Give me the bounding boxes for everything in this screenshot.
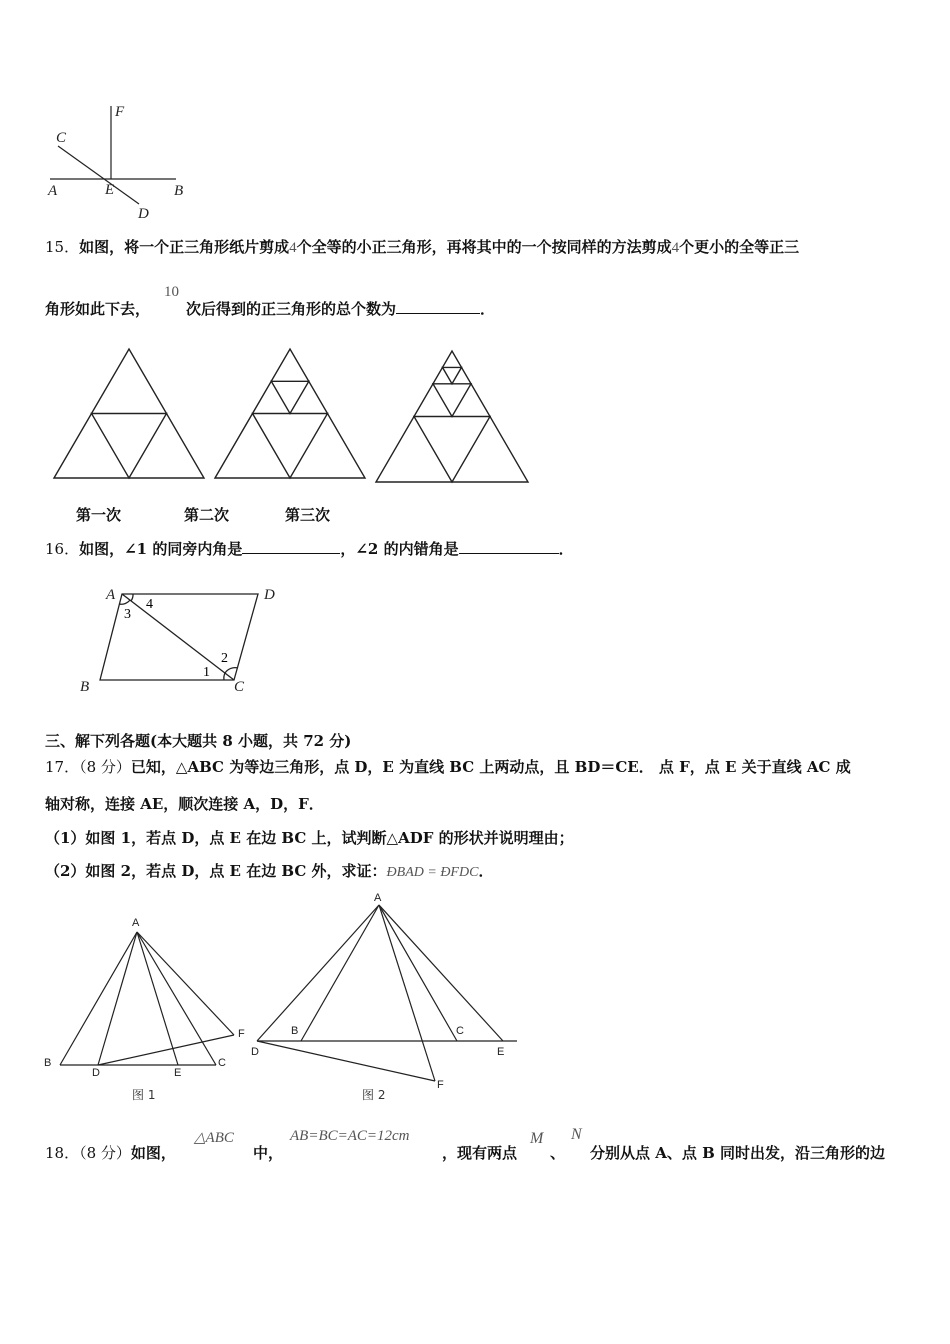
label-c: C bbox=[56, 130, 67, 146]
q15-line1 bbox=[45, 236, 799, 257]
q18-text-a: 如图， bbox=[130, 1144, 176, 1162]
q15-text-d: 角形如此下去， bbox=[45, 300, 151, 318]
label-a: A bbox=[106, 587, 116, 603]
q17-part2-text: （2）如图 2，若点 D，点 E 在边 BC 外，求证： bbox=[45, 862, 387, 880]
label-d: D bbox=[251, 1046, 259, 1058]
q18-equation: AB=BC=AC=12cm bbox=[290, 1128, 410, 1144]
label-a: A bbox=[48, 183, 58, 199]
label-d: D bbox=[92, 1067, 100, 1079]
segment-af bbox=[379, 905, 435, 1081]
q16-line bbox=[45, 538, 574, 559]
figure-2-caption: 图 2 bbox=[362, 1088, 386, 1102]
q18-point-n: N bbox=[571, 1126, 582, 1143]
diagonal-ac bbox=[122, 594, 234, 680]
q17-part2 bbox=[45, 860, 493, 881]
q17-figure-2 bbox=[245, 888, 525, 1108]
q16-sep: ， bbox=[340, 540, 356, 558]
segment-ab bbox=[301, 905, 379, 1041]
label-b: B bbox=[80, 679, 90, 695]
label-c: C bbox=[218, 1057, 226, 1069]
label-e: E bbox=[105, 182, 115, 198]
q15-line2b bbox=[186, 298, 495, 319]
q15-triangles-figure bbox=[50, 345, 535, 490]
label-d: D bbox=[264, 587, 275, 603]
label-a: A bbox=[132, 917, 140, 929]
segment-ac bbox=[137, 932, 216, 1065]
angle-label-1: 1 bbox=[203, 665, 210, 680]
q18-text-d: 分别从点 A、点 B 同时出发，沿三角形的边 bbox=[590, 1144, 885, 1162]
label-b: B bbox=[174, 183, 184, 199]
q17-number: 17． bbox=[45, 758, 80, 776]
segment-ad bbox=[98, 932, 137, 1065]
section3-title: 三、解下列各题(本大题共 8 小题，共 72 分) bbox=[45, 732, 352, 750]
q14-figure bbox=[40, 100, 200, 225]
q18-point-m: M bbox=[530, 1130, 544, 1147]
label-d: D bbox=[138, 206, 149, 222]
angle-label-2: 2 bbox=[221, 651, 228, 666]
q17-line1 bbox=[45, 756, 851, 777]
q18-text-b: 中， bbox=[253, 1144, 284, 1162]
triangle-step3-inner2 bbox=[433, 384, 471, 417]
triangle-step2-inner2 bbox=[271, 381, 309, 413]
q16-text-a: 如图，∠1 的同旁内角是 bbox=[79, 540, 243, 558]
q17-figure-1 bbox=[38, 912, 258, 1107]
triangle-step2-inner bbox=[253, 414, 328, 479]
angle-arc-4 bbox=[131, 594, 133, 601]
label-a: A bbox=[374, 892, 382, 904]
q18-sep: 、 bbox=[550, 1144, 566, 1162]
angle-label-4: 4 bbox=[146, 597, 153, 612]
segment-ab bbox=[60, 932, 137, 1065]
q18-line bbox=[45, 1142, 176, 1163]
q18-score: （8 分） bbox=[79, 1144, 131, 1162]
segment-af bbox=[137, 932, 234, 1035]
q15-caption-2: 第二次 bbox=[184, 506, 230, 524]
label-c: C bbox=[234, 679, 245, 695]
q15-caption-3: 第三次 bbox=[285, 506, 331, 524]
q15-text-a: 如图，将一个正三角形纸片剪成 bbox=[79, 238, 290, 256]
q17-line2: 轴对称，连接 AE，顺次连接 A，D，F． bbox=[45, 795, 324, 813]
q15-text-c: 个更小的全等正三 bbox=[679, 238, 800, 256]
label-e: E bbox=[174, 1067, 182, 1079]
figure-1-caption: 图 1 bbox=[132, 1088, 156, 1102]
q16-answer-blank-2[interactable] bbox=[459, 539, 559, 554]
label-f: F bbox=[238, 1028, 245, 1040]
q15-number-4b: 4 bbox=[671, 240, 680, 256]
line-cd bbox=[58, 146, 139, 204]
q18-number: 18． bbox=[45, 1144, 80, 1162]
segment-ad bbox=[257, 905, 379, 1041]
q16-text-b: ∠2 的内错角是 bbox=[355, 540, 459, 558]
label-c: C bbox=[456, 1025, 464, 1037]
q17-part2-end: ． bbox=[478, 862, 494, 880]
label-b: B bbox=[44, 1057, 52, 1069]
angle-label-3: 3 bbox=[124, 607, 131, 622]
q15-number-10: 10 bbox=[164, 284, 179, 300]
q15-end: ． bbox=[480, 300, 496, 318]
label-f: F bbox=[437, 1079, 444, 1091]
triangle-step3-inner bbox=[414, 417, 490, 483]
q15-text-e: 次后得到的正三角形的总个数为 bbox=[186, 300, 397, 318]
q15-answer-blank[interactable] bbox=[396, 299, 480, 314]
label-f: F bbox=[115, 104, 125, 120]
q15-caption-1: 第一次 bbox=[76, 506, 122, 524]
label-e: E bbox=[497, 1046, 505, 1058]
q17-score: （8 分） bbox=[79, 758, 131, 776]
segment-ae bbox=[379, 905, 503, 1041]
q17-text-a: 已知，△ABC 为等边三角形，点 D，E 为直线 BC 上两动点，且 BD＝CE． 点 F，点 E 关于直线 AC 成 bbox=[130, 758, 851, 776]
segment-ae bbox=[137, 932, 178, 1065]
q15-text-b: 个全等的小正三角形，再将其中的一个按同样的方法剪成 bbox=[296, 238, 672, 256]
label-b: B bbox=[291, 1025, 299, 1037]
q15-number-4a: 4 bbox=[289, 240, 297, 256]
q16-number: 16． bbox=[45, 540, 80, 558]
q16-answer-blank-1[interactable] bbox=[242, 539, 340, 554]
angle-arc-1 bbox=[224, 673, 225, 680]
q16-parallelogram-figure bbox=[70, 580, 290, 698]
q17-part1: （1）如图 1，若点 D，点 E 在边 BC 上，试判断△ADF 的形状并说明理由； bbox=[45, 829, 574, 847]
q16-end: ． bbox=[558, 540, 574, 558]
triangle-step3-inner3 bbox=[443, 367, 462, 383]
q18-text-c: ，现有两点 bbox=[442, 1144, 518, 1162]
triangle-step1-inner bbox=[92, 414, 167, 479]
segment-df bbox=[257, 1041, 435, 1081]
q18-triangle-abc: △ABC bbox=[194, 1130, 234, 1146]
segment-ac bbox=[379, 905, 457, 1041]
q17-part2-formula: ÐBAD = ÐFDC bbox=[386, 865, 479, 880]
q15-number: 15． bbox=[45, 238, 80, 256]
q15-line2 bbox=[45, 298, 150, 319]
